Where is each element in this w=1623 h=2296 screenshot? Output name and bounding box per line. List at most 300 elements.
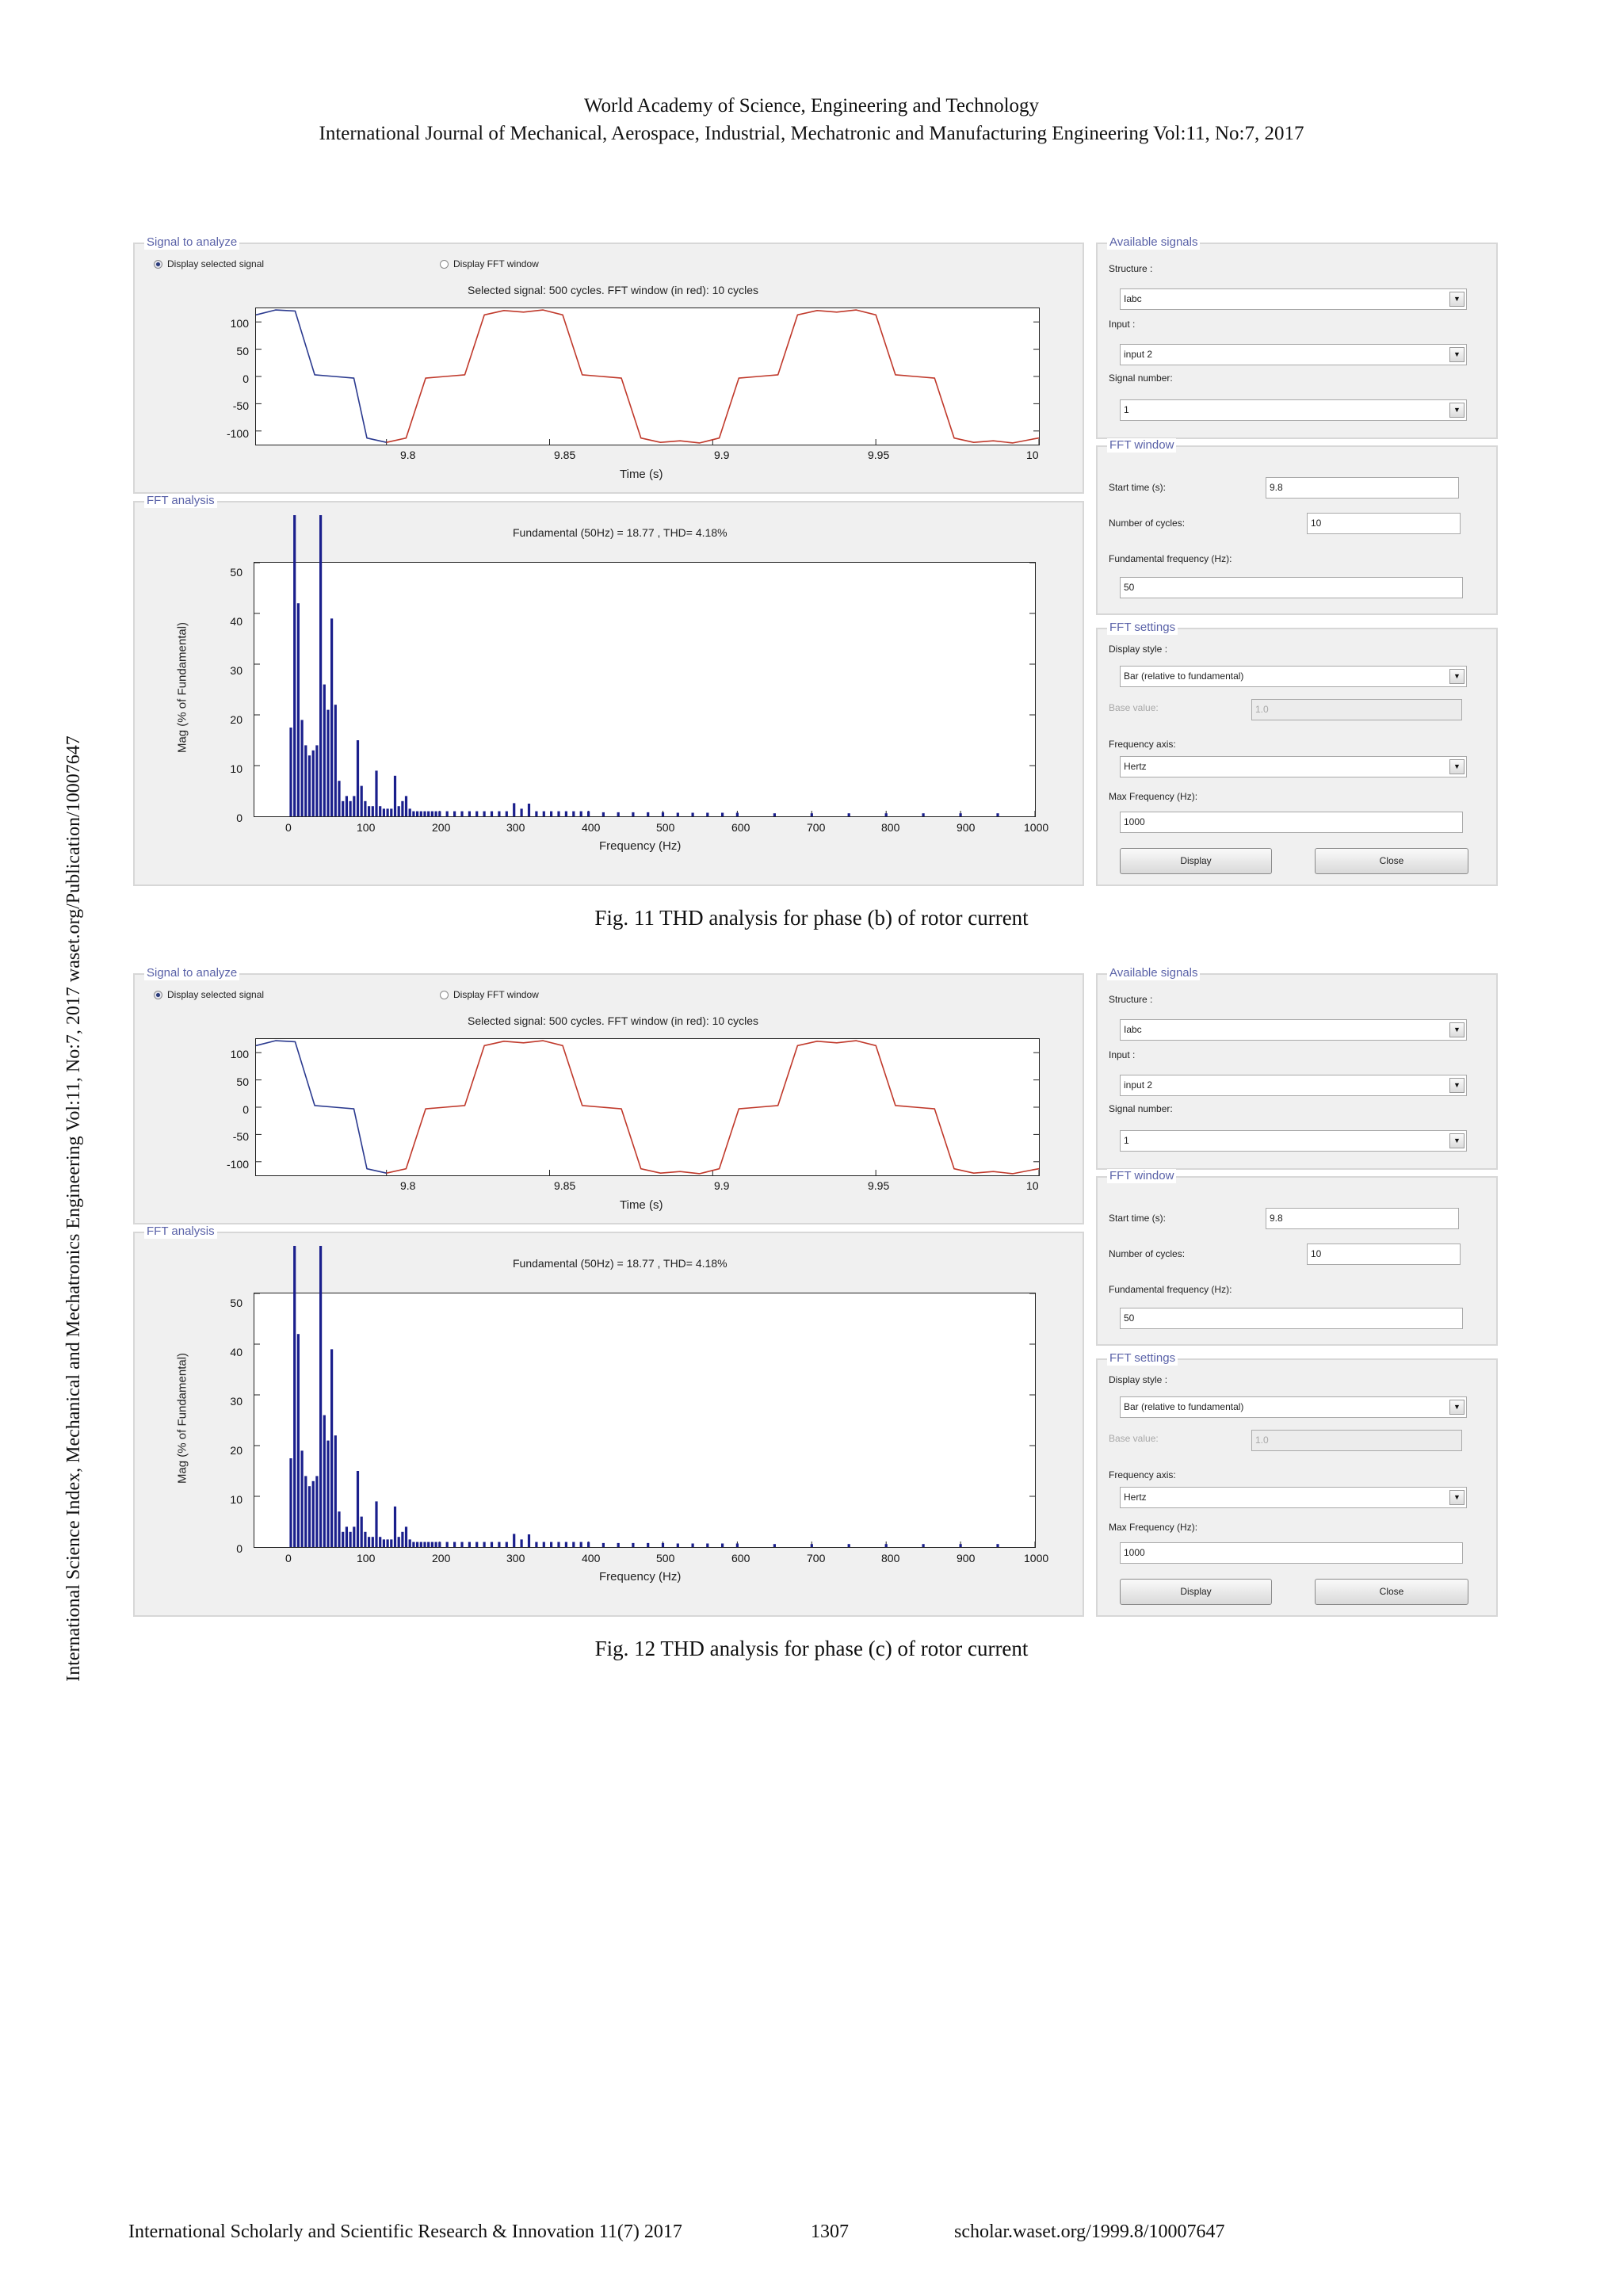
y-tick: 40	[230, 615, 242, 628]
x-tick: 200	[432, 821, 451, 834]
y-tick: 0	[236, 1542, 242, 1555]
fft-bar	[312, 751, 315, 816]
fft-bar	[353, 1526, 355, 1547]
fft-bar	[885, 1544, 888, 1547]
fft-bar	[960, 813, 962, 816]
select-value: Iabc	[1124, 293, 1142, 304]
close-button[interactable]: Close	[1315, 1579, 1468, 1605]
fft-bar	[319, 515, 322, 816]
fft-bar	[721, 813, 724, 817]
x-tick: 900	[957, 821, 976, 834]
structure-label: Structure :	[1109, 263, 1153, 274]
fft-spectrum	[254, 563, 1035, 816]
fft-bar	[662, 1543, 664, 1547]
fundamental-frequency-label: Fundamental frequency (Hz):	[1109, 1284, 1232, 1295]
x-tick: 9.8	[400, 1179, 416, 1192]
fft-bar	[342, 1532, 344, 1547]
x-tick: 800	[881, 1552, 900, 1564]
y-tick: 40	[230, 1346, 242, 1358]
display-button[interactable]: Display	[1120, 1579, 1272, 1605]
y-tick: 0	[242, 372, 249, 385]
fft-bar	[301, 1450, 304, 1547]
x-tick: 200	[432, 1552, 451, 1564]
signal-number-select[interactable]	[1120, 399, 1467, 421]
fft-bar	[543, 1542, 545, 1547]
y-tick: 100	[230, 1048, 249, 1060]
chevron-down-icon: ▼	[1449, 292, 1465, 307]
x-tick: 9.85	[554, 449, 576, 461]
fft-bar	[301, 720, 304, 816]
fft-bar	[521, 808, 523, 816]
y-tick: 50	[230, 1297, 242, 1309]
fft-bar	[398, 806, 400, 816]
fft-bar	[330, 1349, 333, 1547]
fft-bar	[736, 1544, 739, 1548]
fft-bar	[327, 710, 329, 816]
y-tick: 50	[236, 345, 249, 357]
fft-bar	[535, 812, 537, 816]
magnitude-axis-label: Mag (% of Fundamental)	[175, 1352, 189, 1484]
fft-bar	[330, 618, 333, 816]
fundamental-frequency-input[interactable]: 50	[1120, 1308, 1463, 1329]
signal-number-label: Signal number:	[1109, 372, 1173, 384]
input-label: Input :	[1109, 319, 1136, 330]
x-tick: 9.95	[868, 1179, 890, 1192]
fft-bar	[498, 812, 500, 816]
x-tick: 1000	[1024, 821, 1049, 834]
fft-bar	[409, 808, 411, 816]
fft-bar	[572, 1542, 575, 1547]
chevron-down-icon: ▼	[1449, 1133, 1465, 1148]
fft-bar	[342, 801, 344, 816]
y-tick: 50	[236, 1075, 249, 1088]
fft-bar	[383, 808, 385, 816]
y-tick: -100	[226, 1158, 249, 1171]
fft-bar	[387, 808, 389, 816]
fft-bar	[811, 1544, 813, 1547]
structure-select[interactable]	[1120, 288, 1467, 310]
fft-bar	[438, 1542, 441, 1547]
fft-bar	[427, 1542, 430, 1547]
base-value-input[interactable]: 1.0	[1251, 1430, 1462, 1451]
signal-waveform	[256, 1039, 1039, 1175]
fft-bar	[427, 812, 430, 816]
panel-title: FFT analysis	[144, 494, 217, 508]
fft-bar	[401, 801, 403, 816]
fft-bar	[885, 813, 888, 816]
signal-to-analyze-panel	[133, 966, 1084, 1224]
select-value: Bar (relative to fundamental)	[1124, 1401, 1244, 1412]
fft-bar	[372, 1537, 374, 1547]
fft-bar	[587, 1542, 590, 1547]
x-tick: 9.85	[554, 1179, 576, 1192]
fft-bar	[409, 1539, 411, 1547]
fft-bar	[692, 813, 694, 817]
x-tick: 700	[807, 821, 826, 834]
select-value: input 2	[1124, 349, 1153, 360]
fft-bar	[334, 1435, 337, 1547]
x-tick: 600	[731, 1552, 750, 1564]
fft-bar	[334, 705, 337, 816]
start-time-label: Start time (s):	[1109, 482, 1167, 493]
fft-bar	[346, 796, 348, 816]
number-of-cycles-label: Number of cycles:	[1109, 1248, 1186, 1259]
chevron-down-icon: ▼	[1449, 1022, 1465, 1037]
fft-bar	[557, 812, 559, 816]
fft-bar	[580, 812, 582, 816]
fft-bar	[293, 1246, 296, 1547]
fft-bar	[353, 796, 355, 816]
fft-bar	[372, 806, 374, 816]
fft-bar	[319, 1246, 322, 1547]
fft-bar	[460, 1542, 463, 1547]
fft-bar	[401, 1532, 403, 1547]
fft-bar	[361, 1517, 363, 1547]
fft-bar	[647, 812, 649, 816]
fft-bar	[475, 1542, 478, 1547]
x-tick: 300	[506, 1552, 525, 1564]
x-tick: 600	[731, 821, 750, 834]
journal-header-line2: International Journal of Mechanical, Aerospace, Industrial, Mechatronic and Manufacturing Engineering Vol:11, No:7, 2017	[319, 123, 1304, 144]
panel-title: FFT window	[1107, 438, 1176, 453]
radio-icon	[154, 260, 162, 269]
chevron-down-icon: ▼	[1449, 1400, 1465, 1415]
fft-bar	[773, 1544, 776, 1547]
fft-bar	[506, 1542, 508, 1547]
fft-bar	[647, 1543, 649, 1547]
signal-line-fft-window	[387, 1041, 1039, 1174]
x-tick: 100	[357, 821, 376, 834]
x-tick: 800	[881, 821, 900, 834]
fft-bar	[435, 812, 437, 816]
x-tick: 9.8	[400, 449, 416, 461]
fft-bar	[357, 740, 359, 816]
x-tick: 9.9	[714, 1179, 730, 1192]
fft-bar	[602, 1543, 605, 1547]
fft-bar	[468, 1542, 471, 1547]
structure-select[interactable]	[1120, 1019, 1467, 1041]
start-time-input[interactable]: 9.8	[1266, 477, 1459, 499]
fft-bar	[364, 1532, 366, 1547]
frequency-axis-select[interactable]	[1120, 756, 1467, 777]
fft-analysis-panel	[133, 494, 1084, 886]
fft-bar	[692, 1544, 694, 1548]
start-time-input[interactable]: 9.8	[1266, 1208, 1459, 1229]
fft-bar	[460, 812, 463, 816]
close-button[interactable]: Close	[1315, 848, 1468, 874]
fft-bar	[435, 1542, 437, 1547]
fft-bar	[315, 745, 318, 816]
fft-bar	[394, 776, 396, 816]
fft-bar	[368, 806, 370, 816]
x-tick: 9.9	[714, 449, 730, 461]
frequency-axis-label: Frequency (Hz)	[599, 839, 682, 853]
fft-bar	[453, 1542, 456, 1547]
display-style-label: Display style :	[1109, 644, 1168, 655]
fft-bar	[996, 1544, 999, 1547]
fft-analysis-tool-fig-12	[128, 967, 1499, 1615]
x-tick: 10	[1026, 449, 1039, 461]
fft-bar	[289, 728, 292, 816]
signal-line-before-window	[256, 1041, 387, 1173]
fft-bar	[423, 812, 426, 816]
journal-header-line1: World Academy of Science, Engineering and Technology	[583, 95, 1040, 117]
input-label: Input :	[1109, 1049, 1136, 1060]
fft-bar	[580, 1542, 582, 1547]
fft-bar	[416, 812, 418, 816]
signal-title: Selected signal: 500 cycles. FFT window (in red): 10 cycles	[468, 1014, 759, 1027]
fft-bar	[506, 812, 508, 816]
fft-bar	[662, 812, 664, 816]
signal-plot	[255, 308, 1040, 445]
y-tick: -100	[226, 427, 249, 440]
base-value-input[interactable]: 1.0	[1251, 699, 1462, 720]
fft-bar	[375, 770, 377, 816]
y-tick: 10	[230, 762, 242, 775]
chevron-down-icon: ▼	[1449, 403, 1465, 418]
fft-bar	[297, 1334, 300, 1547]
fft-bar	[468, 812, 471, 816]
fft-bar	[379, 806, 381, 816]
frequency-axis-label: Frequency (Hz)	[599, 1570, 682, 1584]
chevron-down-icon: ▼	[1449, 1078, 1465, 1093]
fft-bar	[811, 813, 813, 816]
fft-bar	[491, 812, 493, 816]
fft-bar	[323, 685, 326, 816]
fft-bar	[338, 781, 340, 816]
display-fft-window-radio[interactable]	[440, 258, 539, 269]
fft-bar	[327, 1441, 329, 1547]
panel-title: Available signals	[1107, 235, 1200, 250]
fft-bar	[357, 1471, 359, 1547]
signal-title: Selected signal: 500 cycles. FFT window (in red): 10 cycles	[468, 284, 759, 296]
select-value: Bar (relative to fundamental)	[1124, 670, 1244, 682]
fft-bar	[602, 812, 605, 816]
x-tick: 0	[285, 1552, 292, 1564]
display-style-select[interactable]	[1120, 1396, 1467, 1418]
frequency-axis-select[interactable]	[1120, 1487, 1467, 1508]
fft-bar	[848, 813, 850, 816]
select-value: input 2	[1124, 1079, 1153, 1091]
fft-bar	[375, 1501, 377, 1547]
fft-bar	[773, 813, 776, 816]
fft-title: Fundamental (50Hz) = 18.77 , THD= 4.18%	[513, 1257, 727, 1270]
fft-bar	[475, 812, 478, 816]
fundamental-frequency-input[interactable]: 50	[1120, 577, 1463, 598]
chevron-down-icon: ▼	[1449, 669, 1465, 684]
fft-bar	[379, 1537, 381, 1547]
fft-bar	[346, 1526, 348, 1547]
fft-bar	[535, 1542, 537, 1547]
fft-bar	[528, 804, 530, 816]
fft-bar	[308, 755, 311, 816]
fft-bar	[513, 803, 515, 816]
fft-bar	[617, 1543, 620, 1547]
fft-window-panel	[1096, 1169, 1498, 1346]
y-tick: 10	[230, 1493, 242, 1506]
x-tick: 400	[582, 821, 601, 834]
available-signals-panel	[1096, 235, 1498, 439]
max-frequency-input[interactable]: 1000	[1120, 1542, 1463, 1564]
fft-spectrum	[254, 1293, 1035, 1547]
chevron-down-icon: ▼	[1449, 347, 1465, 362]
fundamental-frequency-label: Fundamental frequency (Hz):	[1109, 553, 1232, 564]
fft-bar	[412, 812, 414, 816]
fft-bar	[543, 812, 545, 816]
fft-bar	[483, 812, 486, 816]
fft-bar	[431, 812, 433, 816]
fft-bar	[289, 1458, 292, 1547]
panel-title: Available signals	[1107, 966, 1200, 980]
fft-bar	[565, 812, 567, 816]
max-frequency-label: Max Frequency (Hz):	[1109, 1522, 1198, 1533]
panel-title: FFT settings	[1107, 621, 1178, 635]
y-tick: 0	[242, 1103, 249, 1116]
x-tick: 10	[1026, 1179, 1039, 1192]
fft-bar	[438, 812, 441, 816]
input-select[interactable]	[1120, 344, 1467, 365]
figure-caption: Fig. 12 THD analysis for phase (c) of rotor current	[594, 1637, 1029, 1660]
fft-bar	[368, 1537, 370, 1547]
fft-bar	[387, 1539, 389, 1547]
x-tick: 500	[656, 1552, 675, 1564]
fft-bar	[420, 812, 422, 816]
fft-title: Fundamental (50Hz) = 18.77 , THD= 4.18%	[513, 526, 727, 539]
fft-bar	[420, 1542, 422, 1547]
fft-bar	[632, 1543, 634, 1547]
fft-bar	[453, 812, 456, 816]
display-style-select[interactable]	[1120, 666, 1467, 687]
fft-bar	[528, 1534, 530, 1547]
chevron-down-icon: ▼	[1449, 1490, 1465, 1505]
fft-bar	[398, 1537, 400, 1547]
radio-icon	[154, 991, 162, 999]
fft-bar	[721, 1544, 724, 1548]
y-tick: 50	[230, 566, 242, 579]
fft-bar	[304, 1476, 307, 1547]
input-select[interactable]	[1120, 1075, 1467, 1096]
x-tick: 500	[656, 821, 675, 834]
fft-bar	[706, 1544, 708, 1548]
y-tick: 20	[230, 1444, 242, 1457]
time-axis-label: Time (s)	[620, 1198, 663, 1212]
fft-bar	[498, 1542, 500, 1547]
fft-bar	[394, 1507, 396, 1547]
x-tick: 700	[807, 1552, 826, 1564]
fft-bar	[416, 1542, 418, 1547]
fft-bar	[550, 812, 552, 816]
fft-bar	[632, 812, 634, 816]
signal-line-before-window	[256, 310, 387, 442]
fft-bar	[383, 1539, 385, 1547]
chevron-down-icon: ▼	[1449, 759, 1465, 774]
signal-number-label: Signal number:	[1109, 1103, 1173, 1114]
display-fft-window-radio[interactable]	[440, 989, 539, 1000]
fft-bar	[390, 808, 392, 816]
signal-plot	[255, 1038, 1040, 1176]
fft-bar	[308, 1486, 311, 1547]
footer-page-number: 1307	[811, 2222, 849, 2242]
fft-bar	[521, 1539, 523, 1547]
display-selected-signal-radio[interactable]	[154, 989, 264, 1000]
x-tick: 100	[357, 1552, 376, 1564]
magnitude-axis-label: Mag (% of Fundamental)	[175, 621, 189, 754]
base-value-label: Base value:	[1109, 1433, 1159, 1444]
radio-label: Display selected signal	[167, 989, 265, 1000]
fft-bar	[349, 1532, 352, 1547]
x-tick: 0	[285, 821, 292, 834]
y-tick: 30	[230, 664, 242, 677]
fft-settings-panel	[1096, 621, 1498, 886]
display-style-label: Display style :	[1109, 1374, 1168, 1385]
signal-number-select[interactable]	[1120, 1130, 1467, 1152]
y-tick: -50	[232, 1130, 249, 1143]
number-of-cycles-input[interactable]: 10	[1307, 1244, 1461, 1265]
fft-bar	[513, 1534, 515, 1547]
fft-bar	[617, 812, 620, 816]
signal-line-fft-window	[387, 310, 1039, 443]
fft-bar	[405, 796, 407, 816]
x-tick: 900	[957, 1552, 976, 1564]
panel-title: Signal to analyze	[144, 235, 239, 250]
fft-bar	[550, 1542, 552, 1547]
max-frequency-input[interactable]: 1000	[1120, 812, 1463, 833]
fft-bar	[848, 1544, 850, 1547]
sidebar-citation: International Science Index, Mechanical and Mechatronics Engineering Vol:11, No:7, 2017 waset.org/Publication/10007647	[63, 735, 84, 1682]
fft-bar	[677, 813, 679, 817]
number-of-cycles-input[interactable]: 10	[1307, 513, 1461, 534]
panel-title: FFT window	[1107, 1169, 1176, 1183]
base-value-label: Base value:	[1109, 702, 1159, 713]
fft-window-panel	[1096, 438, 1498, 615]
fft-bar	[390, 1539, 392, 1547]
fft-spectrum-plot	[254, 562, 1036, 817]
signal-waveform	[256, 308, 1039, 445]
time-axis-label: Time (s)	[620, 468, 663, 481]
select-value: 1	[1124, 1135, 1129, 1146]
display-button[interactable]: Display	[1120, 848, 1272, 874]
select-value: Hertz	[1124, 1492, 1147, 1503]
fft-bar	[364, 801, 366, 816]
fft-bar	[304, 745, 307, 816]
fft-bar	[491, 1542, 493, 1547]
x-tick: 1000	[1024, 1552, 1049, 1564]
frequency-axis-label: Frequency axis:	[1109, 1469, 1176, 1480]
fft-bar	[446, 812, 449, 816]
fft-bar	[312, 1481, 315, 1547]
fft-bar	[405, 1526, 407, 1547]
display-selected-signal-radio[interactable]	[154, 258, 264, 269]
fft-analysis-tool-fig-11	[128, 236, 1499, 884]
panel-title: Signal to analyze	[144, 966, 239, 980]
fft-bar	[323, 1415, 326, 1547]
select-value: Iabc	[1124, 1024, 1142, 1035]
fft-bar	[736, 813, 739, 817]
fft-bar	[446, 1542, 449, 1547]
signal-to-analyze-panel	[133, 235, 1084, 494]
radio-icon	[440, 991, 449, 999]
y-tick: -50	[232, 399, 249, 412]
x-tick: 9.95	[868, 449, 890, 461]
fft-bar	[431, 1542, 433, 1547]
fft-bar	[587, 812, 590, 816]
radio-label: Display selected signal	[167, 258, 265, 269]
radio-label: Display FFT window	[453, 258, 539, 269]
footer-right: scholar.waset.org/1999.8/10007647	[954, 2222, 1225, 2242]
max-frequency-label: Max Frequency (Hz):	[1109, 791, 1198, 802]
radio-icon	[440, 260, 449, 269]
fft-spectrum-plot	[254, 1293, 1036, 1548]
